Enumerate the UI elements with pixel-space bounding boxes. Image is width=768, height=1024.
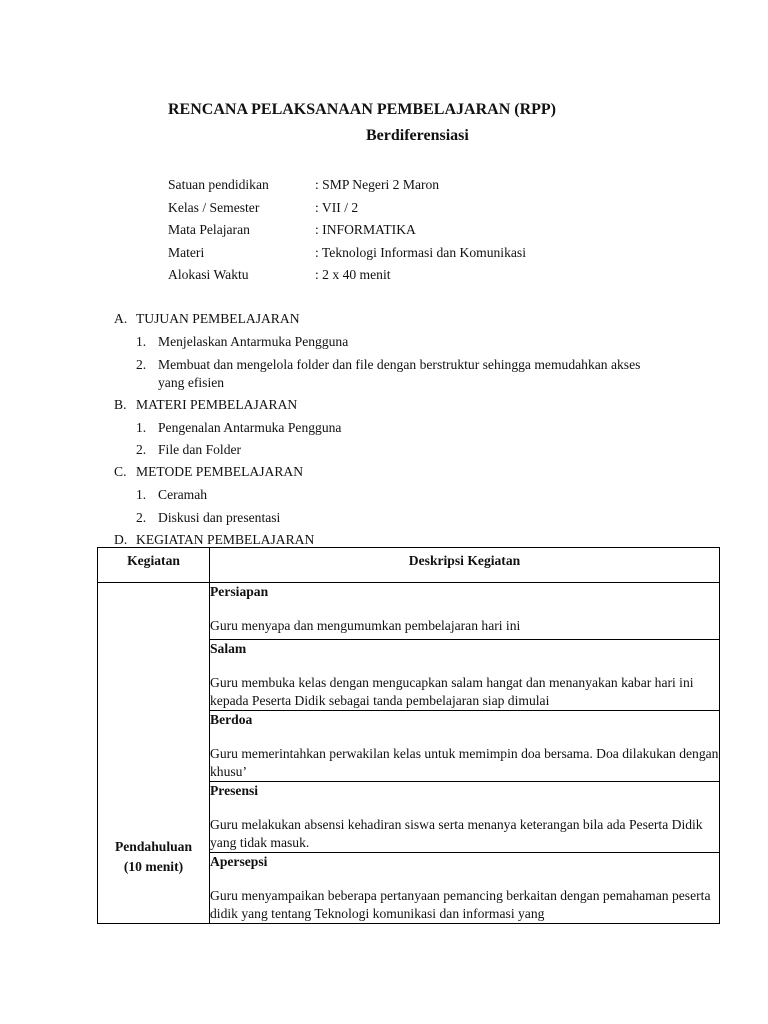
item-text: Pengenalan Antarmuka Pengguna: [158, 420, 342, 435]
identity-row: [168, 197, 628, 220]
item-text: Membuat dan mengelola folder dan file dengan berstruktur sehingga memudahkan akses yang efisien: [158, 357, 641, 390]
identity-row: [168, 174, 628, 197]
activity-cell: [210, 711, 720, 782]
section-title: MATERI PEMBELAJARAN: [136, 397, 298, 412]
activity-heading: Presensi: [210, 783, 259, 798]
item-text: File dan Folder: [158, 442, 242, 457]
identity-value: : Teknologi Informasi dan Komunikasi: [315, 244, 526, 260]
identity-value: : SMP Negeri 2 Maron: [315, 177, 440, 192]
identity-value: : 2 x 40 menit: [315, 267, 391, 282]
list-item: [136, 419, 676, 437]
item-text: Diskusi dan presentasi: [158, 510, 281, 525]
header-kegiatan: Kegiatan: [98, 548, 210, 583]
stage-time: (10 menit): [123, 859, 184, 874]
identity-label: Alokasi Waktu: [168, 267, 249, 282]
table-row: [98, 583, 720, 640]
list-item: [136, 333, 676, 351]
section-letter: D.: [114, 532, 128, 547]
activity-heading: Salam: [210, 641, 247, 656]
section-letter: B.: [114, 397, 127, 412]
item-number: 1.: [136, 487, 147, 502]
document-subtitle: Berdiferensiasi: [366, 127, 469, 144]
list-item: [136, 509, 676, 527]
document-title: RENCANA PELAKSANAAN PEMBELAJARAN (RPP): [168, 101, 556, 118]
list-item: [136, 486, 676, 504]
identity-label: Materi: [168, 244, 205, 260]
stage-cell: [98, 583, 210, 924]
section-title: METODE PEMBELAJARAN: [136, 464, 304, 479]
activity-description: Guru menyapa dan mengumumkan pembelajaran hari ini: [210, 618, 521, 633]
identity-label: Mata Pelajaran: [168, 222, 250, 237]
identity-value: : VII / 2: [315, 199, 359, 215]
item-text: Menjelaskan Antarmuka Pengguna: [158, 334, 349, 349]
header-deskripsi: Deskripsi Kegiatan: [210, 548, 720, 583]
section-title: TUJUAN PEMBELAJARAN: [136, 311, 300, 326]
activity-cell: [210, 782, 720, 853]
identity-row: [168, 264, 628, 287]
identity-block: [168, 174, 628, 287]
item-number: 1.: [136, 334, 147, 349]
item-number: 2.: [136, 357, 147, 372]
activity-heading: Persiapan: [210, 584, 269, 599]
section-letter: C.: [114, 464, 127, 479]
activity-description: Guru menyampaikan beberapa pertanyaan pemancing berkaitan dengan pemahaman peserta didik yang tentang Teknologi komunikasi dan informasi yang: [210, 888, 711, 921]
identity-row: [168, 219, 628, 242]
section-heading-b: [114, 396, 534, 414]
section-letter: A.: [114, 311, 128, 326]
identity-label: Kelas / Semester: [168, 199, 260, 215]
list-item: [136, 356, 666, 392]
activity-cell: [210, 640, 720, 711]
item-number: 2.: [136, 442, 147, 457]
activity-cell: [210, 853, 720, 924]
identity-row: [168, 242, 628, 265]
activity-heading: Berdoa: [210, 712, 253, 727]
item-number: 2.: [136, 510, 147, 525]
activity-cell: [210, 583, 720, 640]
identity-label: Satuan pendidikan: [168, 177, 269, 192]
activity-description: Guru membuka kelas dengan mengucapkan salam hangat dan menanyakan kabar hari ini kepada Peserta Didik sebagai tanda pembelajaran siap dimulai: [210, 675, 694, 708]
stage-name: Pendahuluan: [114, 839, 193, 854]
table-header-row: [98, 548, 720, 583]
section-title: KEGIATAN PEMBELAJARAN: [136, 532, 315, 547]
section-heading-a: [114, 310, 534, 328]
activity-table: [97, 547, 720, 924]
item-text: Ceramah: [158, 487, 208, 502]
activity-description: Guru memerintahkan perwakilan kelas untuk memimpin doa bersama. Doa dilakukan dengan khusu’: [210, 746, 719, 779]
section-heading-c: [114, 463, 534, 481]
item-number: 1.: [136, 420, 147, 435]
identity-value: : INFORMATIKA: [315, 222, 416, 237]
activity-description: Guru melakukan absensi kehadiran siswa serta menanya keterangan bila ada Peserta Didik yang tidak masuk.: [210, 817, 703, 850]
list-item: [136, 441, 676, 459]
activity-heading: Apersepsi: [210, 854, 268, 869]
